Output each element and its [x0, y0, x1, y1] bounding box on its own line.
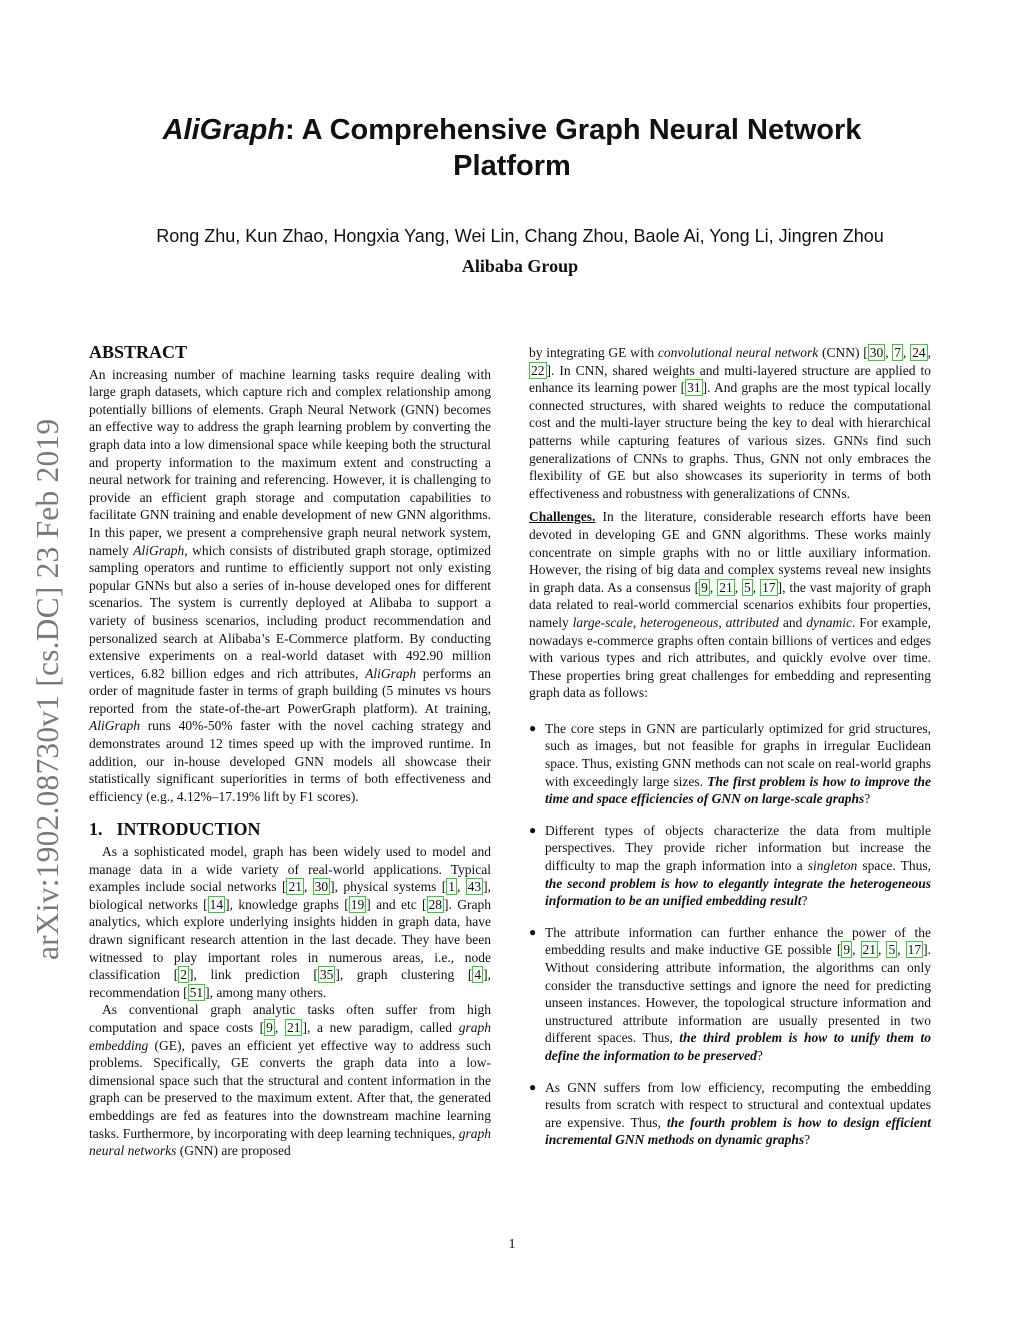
right-column — [529, 344, 931, 1163]
citation-link[interactable]: 31 — [687, 380, 701, 396]
citation-link[interactable]: 28 — [428, 896, 443, 912]
citation-link[interactable]: 9 — [843, 942, 851, 958]
citation-link[interactable]: 2 — [180, 967, 188, 983]
citation-link[interactable]: 21 — [286, 1019, 301, 1035]
bullet-icon: ● — [529, 720, 537, 735]
paper-title — [100, 112, 924, 184]
list-item: ● Different types of objects characterize the data from multiple perspectives. They provide richer information but increase the difficulty to map the graph information into a singleton space. Thus, the second problem is how to elegantly integrate the heterogeneous information to be an unified embedding result? — [529, 822, 931, 909]
citation-link[interactable]: 21 — [862, 942, 877, 958]
bullet-icon: ● — [529, 1079, 537, 1094]
abstract-heading: ABSTRACT — [89, 342, 188, 362]
citation-link[interactable]: 19 — [350, 896, 365, 912]
bullet-icon: ● — [529, 822, 537, 837]
bullet-icon: ● — [529, 924, 537, 939]
citation-link[interactable]: 43 — [467, 879, 482, 895]
citation-link[interactable]: 9 — [266, 1019, 273, 1035]
citation-link[interactable]: 21 — [719, 579, 733, 595]
citation-link[interactable]: 35 — [319, 967, 334, 983]
page-number: 1 — [508, 1237, 516, 1252]
intro-paragraph-1: As a sophisticated model, graph has been widely used to model and manage data in a wide variety of real-world applications. Typical examples include social networks [ 21 , 30 ], physical systems [ 1 , 43 ], biological networks [ 14 ], knowledge graphs [ 19 ] and etc [ 28 ]. Graph analytics, which explore underlying insights hidden in graph data, have drawn significant research attention in the last decade. They have been witnessed to play important roles in numerous areas, i.e., node classification [ 2 ], link prediction [ 35 ], graph clustering [ 4 ], recommendation [ 51 ], among many others. — [89, 844, 492, 1000]
citation-link[interactable]: 14 — [209, 896, 224, 912]
title-system-name: AliGraph — [162, 114, 286, 146]
citation-link[interactable]: 9 — [701, 579, 708, 595]
arxiv-identifier: arXiv:1902.08730v1 [cs.DC] 23 Feb 2019 — [30, 418, 65, 960]
list-item: ● As GNN suffers from low efficiency, recomputing the embedding results from scratch with respect to structural and contextual updates are expensive. Thus, the fourth problem is how to design efficient incremental GNN methods on dynamic graphs? — [529, 1079, 931, 1148]
citation-link[interactable]: 51 — [189, 984, 204, 1000]
citation-link[interactable]: 21 — [288, 879, 302, 895]
citation-link[interactable]: 5 — [888, 942, 896, 958]
challenges-run-in-heading: Challenges. — [529, 509, 596, 525]
citation-link[interactable]: 24 — [912, 345, 926, 360]
citation-link[interactable]: 4 — [474, 967, 482, 983]
citation-link[interactable]: 17 — [762, 579, 776, 595]
author-list: Rong Zhu, Kun Zhao, Hongxia Yang, Wei Lin, Chang Zhou, Baole Ai, Yong Li, Jingren Zhou — [156, 226, 884, 246]
introduction-heading: 1. INTRODUCTION — [89, 819, 261, 840]
list-item: ● The core steps in GNN are particularly optimized for grid structures, such as images, but not feasible for graphs in irregular Euclidean space. Thus, existing GNN methods can not scale on real-world graphs with exceedingly large sizes. The first problem is how to improve the time and space efficiencies of GNN on large-scale graphs? — [529, 720, 931, 807]
title-rest: : A Comprehensive Graph Neural Network Platform — [285, 114, 862, 182]
list-item: ● The attribute information can further enhance the power of the embedding results and make inductive GE possible [ 9 , 21 , 5 , 17 ]. Without considering attribute information, the algorithms can only consider the transductive settings and ignore the need for predicting unseen instances. However, the topological structure information and unstructured attribute information are usually presented in two different spaces. Thus, the third problem is how to unify them to define the information to be preserved? — [529, 924, 932, 1063]
citation-link[interactable]: 5 — [744, 579, 751, 595]
citation-link[interactable]: 17 — [907, 942, 922, 958]
right-paragraph-1: by integrating GE with convolutional neural network (CNN) [ 30 , 7 , 24 , 22 ]. In CNN, shared weights and multi-layered structure are applied to enhance its learning power [ 31 ]. And graphs are the most typical locally connected structures, with shared weights to reduce the computational cost and the multi-layer structure being the key to deal with hierarchical patterns while capturing features of various sizes. GNNs find such generalizations of CNNs to graphs. Thus, GNN not only embraces the flexibility of GE but also showcases its superiority in terms of both effectiveness and robustness with generalizations of CNNs. — [529, 345, 932, 501]
left-column — [89, 344, 491, 1160]
citation-link[interactable]: 30 — [869, 345, 884, 360]
challenges-paragraph: Challenges. In the literature, considerable research efforts have been devoted in developing GE and GNN algorithms. These works mainly concentrate on simple graphs with no or little auxiliary information. However, the rising of big data and complex systems reveal new insights in graph data. As a consensus [ 9 , 21 , 5 , 17 ], the vast majority of graph data related to real-world commercial scenarios exhibits four properties, namely large-scale, heterogeneous, attributed and dynamic. For example, nowadays e-commerce graphs often contain billions of vertices and edges with various types and rich attributes, and quickly evolve over time. These properties bring great challenges for embedding and representing graph data as follows: — [529, 509, 932, 701]
intro-paragraph-2: As conventional graph analytic tasks often suffer from high computation and space costs [ 9 , 21 ], a new paradigm, called graph embedding (GE), paves an efficient yet effective way to address such problems. Specifically, GE converts the graph data into a low-dimensional space such that the structural and content information in the graph can be preserved to the maximum extent. After that, the generated embeddings are fed as features into the downstream machine learning tasks. Furthermore, by incorporating with deep learning techniques, graph neural networks (GNN) are proposed — [89, 1002, 491, 1159]
citation-link[interactable]: 7 — [894, 345, 902, 360]
citation-link[interactable]: 1 — [448, 879, 455, 895]
citation-link[interactable]: 30 — [314, 879, 329, 895]
citation-link[interactable]: 22 — [531, 362, 545, 378]
abstract-text: An increasing number of machine learning tasks require dealing with large graph datasets, which capture rich and complex relationship among potentially billions of elements. Graph Neural Network (GNN) becomes an effective way to address the graph learning problem by converting the graph data into a low dimensional space while keeping both the structural and property information to the maximum extent and constructing a neural network for training and referencing. However, it is challenging to provide an efficient graph storage and computation capabilities to facilitate GNN training and enable development of new GNN algorithms. In this paper, we present a comprehensive graph neural network system, namely AliGraph, which consists of distributed graph storage, optimized sampling operators and runtime to efficiently support not only existing popular GNNs but also a series of in-house developed ones for different scenarios. The system is currently deployed at Alibaba to support a variety of business scenarios, including product recommendation and personalized search at Alibaba’s E-Commerce platform. By conducting extensive experiments on a real-world dataset with 492.90 million vertices, 6.82 billion edges and rich attributes, AliGraph performs an order of magnitude faster in terms of graph building (5 minutes vs hours reported from the state-of-the-art PowerGraph platform). At training, AliGraph runs 40%-50% faster with the novel caching strategy and demonstrates around 12 times speed up with the improved runtime. In addition, our in-house developed GNN models all showcase their statistically significant superiorities in terms of both effectiveness and efficiency (e.g., 4.12%–17.19% lift by F1 scores). — [89, 366, 491, 804]
challenges-list — [529, 720, 931, 1149]
affiliation: Alibaba Group — [461, 256, 579, 276]
